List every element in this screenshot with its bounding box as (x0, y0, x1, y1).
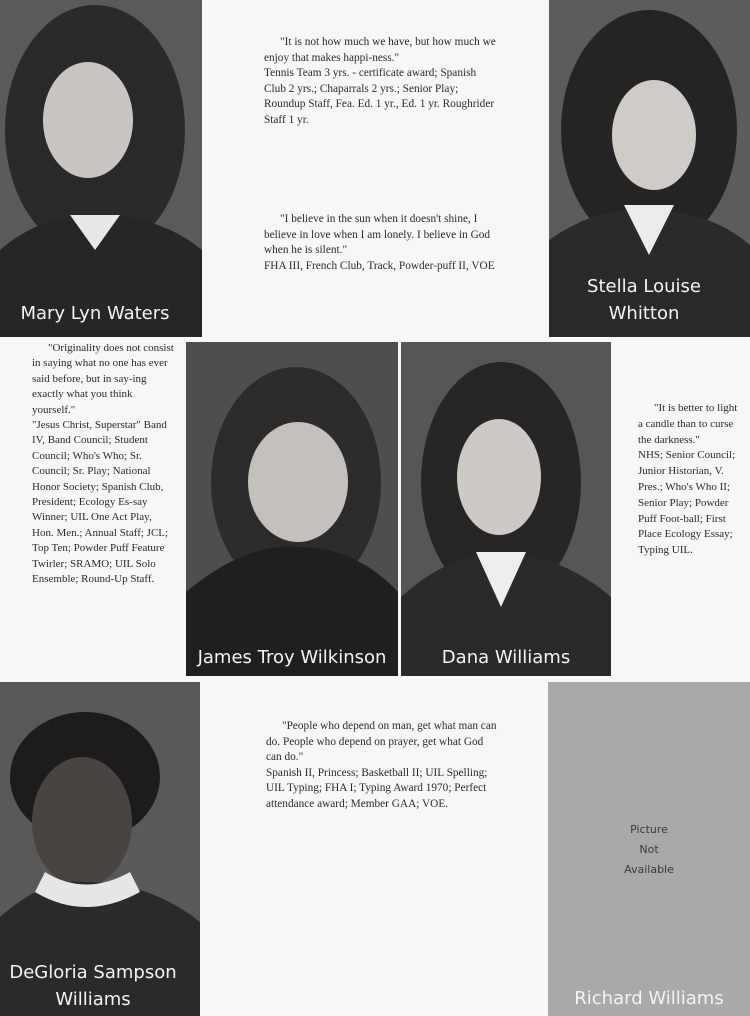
quote-text: "It is better to light a candle than to curse the darkness." (638, 402, 738, 446)
quote-text: "Originality does not consist in saying what no one has ever said before, but in say-ing exactly what you think yourself." (32, 342, 174, 416)
placeholder-line-1: Picture (630, 823, 668, 836)
student-name (0, 959, 186, 1013)
portrait-degloria-sampson-williams (0, 682, 200, 1016)
portrait-mary-lyn-waters (0, 0, 202, 337)
activities-text: FHA III, French Club, Track, Powder-puff II, VOE (264, 259, 495, 272)
name-line-2: Whitton (608, 303, 680, 324)
student-name: Mary Lyn Waters (20, 303, 170, 324)
bio-mary-lyn-waters (264, 35, 499, 129)
student-name: James Troy Wilkinson (197, 647, 387, 668)
portrait-image (0, 0, 202, 337)
activities-text: "Jesus Christ, Superstar" Band IV, Band Council; Student Council; Who's Who; Sr. Council; Sr. Play; National Honor Society; Spanish Club, President; Ecology Es-say Winner; UIL One Act Play, Hon. Men.; Annual Staff; JCL; Top Ten; Powder Puff Feature Twirler; SRAMO; UIL Solo Ensemble; Round-Up Staff. (32, 419, 169, 586)
placeholder-line-2: Not (639, 843, 659, 856)
activities-text: Spanish II, Princess; Basketball II; UIL Spelling; UIL Typing; FHA I; Typing Award 1970; Perfect attendance award; Member GAA; VOE. (266, 766, 488, 810)
activities-text: Tennis Team 3 yrs. - certificate award; Spanish Club 2 yrs.; Chaparrals 2 yrs.; Senior Play; Roundup Staff, Fea. Ed. 1 yr., Ed. 1 yr. Roughrider Staff 1 yr. (264, 67, 495, 126)
bio-stella-louise-whitton (264, 212, 499, 274)
student-name: Dana Williams (441, 647, 571, 668)
portrait-richard-williams (548, 682, 750, 1016)
activities-text: NHS; Senior Council; Junior Historian, V. Pres.; Who's Who II; Senior Play; Powder Puff Foot-ball; First Place Ecology Essay; Typing UIL. (638, 449, 736, 557)
portrait-image (186, 342, 398, 676)
name-line-2: Williams (55, 989, 131, 1010)
portrait-image (401, 342, 611, 676)
name-line-1: DeGloria Sampson (9, 962, 177, 983)
quote-text: "People who depend on man, get what man can do. People who depend on prayer, get what God can do." (266, 720, 497, 764)
portrait-stella-louise-whitton (549, 0, 750, 337)
placeholder-line-3: Available (624, 863, 674, 876)
bio-degloria-sampson-williams (266, 719, 498, 813)
name-line-1: Stella Louise (587, 276, 701, 297)
student-name: Richard Williams (574, 988, 724, 1009)
quote-text: "I believe in the sun when it doesn't shine, I believe in love when I am lonely. I believe in God when he is silent." (264, 213, 491, 257)
portrait-dana-williams (401, 342, 611, 676)
student-name (549, 273, 739, 327)
quote-text: "It is not how much we have, but how much we enjoy that makes happi-ness." (264, 36, 496, 64)
portrait-james-troy-wilkinson (186, 342, 398, 676)
bio-james-troy-wilkinson (32, 341, 174, 588)
bio-dana-williams (638, 401, 744, 559)
picture-not-available (548, 820, 750, 880)
